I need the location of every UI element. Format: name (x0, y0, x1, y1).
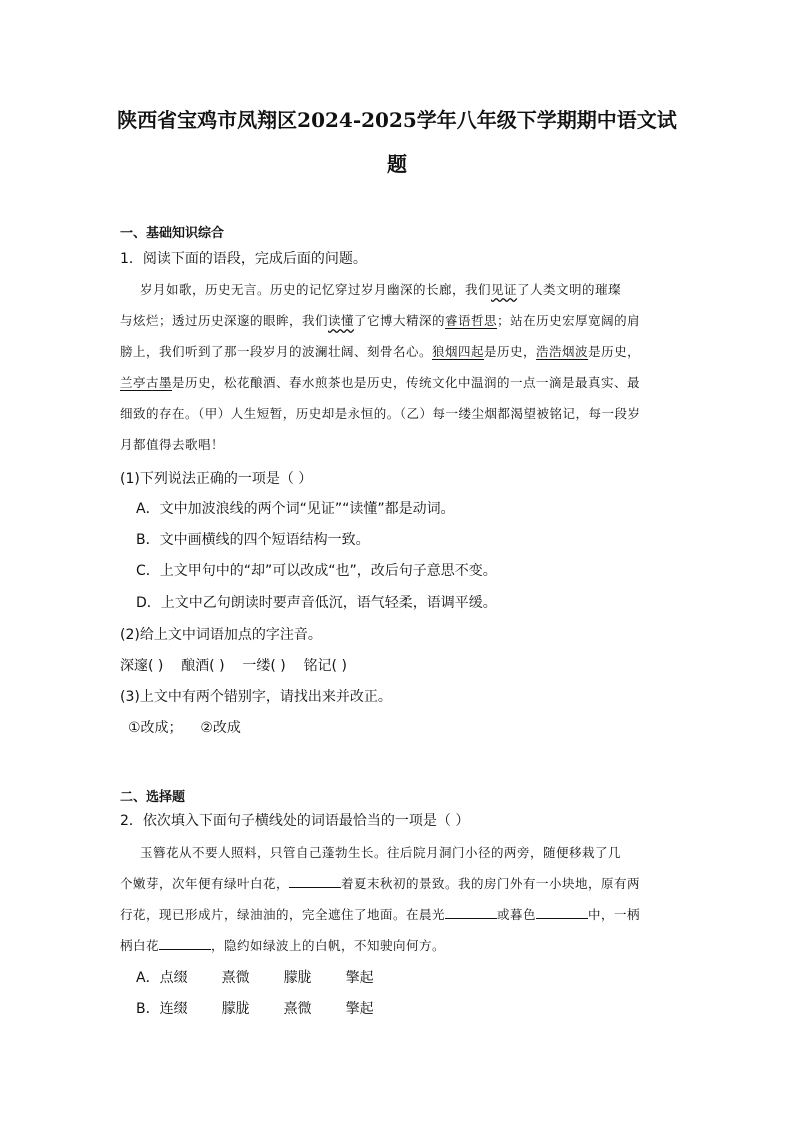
passage-text: 或暮色 (497, 907, 537, 922)
passage-text: 膀上，我们听到了那一段岁月的波澜壮阔、刻骨名心。 (120, 344, 433, 359)
passage-text: 着夏末秋初的景致。我的房门外有一小块地，原有两 (341, 876, 641, 891)
passage-line-2 (120, 311, 676, 329)
option-d: D．上文中乙句朗读时要声音低沉，语气轻柔，语调平缓。 (136, 595, 497, 611)
pinyin-items (120, 655, 347, 675)
q2-option-a (136, 967, 408, 987)
underlined-phrase: 睿语哲思 (445, 313, 498, 328)
option-word: 熹微 (283, 1001, 312, 1017)
pinyin-item: 一缕( ) (242, 658, 286, 674)
option-b: B．文中画横线的四个短语结构一致。 (136, 532, 370, 548)
passage-line-1 (140, 280, 696, 298)
passage2-line-4 (120, 936, 676, 954)
sub-question-2: (2)给上文中词语加点的字注音。 (120, 627, 322, 643)
option-word: A．点缀 (136, 970, 188, 986)
passage-line-4 (120, 373, 676, 391)
option-word: 朦胧 (221, 1001, 250, 1017)
section-heading-1: 一、基础知识综合 (120, 226, 225, 241)
underlined-phrase: 兰亭古墨 (120, 375, 173, 390)
correction-1: ①改成； (128, 720, 183, 736)
question-2-stem: 2．依次填入下面句子横线处的词语最恰当的一项是（ ） (120, 813, 470, 829)
option-word: B．连缀 (136, 1001, 188, 1017)
passage-line-5: 细致的存在。（甲）人生短暂，历史却是永恒的。（乙）每一缕尘烟都渴望被铭记，每一段岁 (120, 406, 641, 421)
option-word: 熹微 (221, 970, 250, 986)
passage-text: 岁月如歌，历史无言。历史的记忆穿过岁月幽深的长廊，我们 (140, 282, 492, 297)
passage-text: 柄白花 (120, 938, 160, 953)
passage-line-6: 月都值得去歌唱！ (120, 437, 225, 452)
fill-blank (536, 906, 588, 919)
section-heading-2: 二、选择题 (120, 790, 186, 805)
passage-line-3 (120, 342, 676, 360)
wavy-underlined-word: 读懂 (328, 313, 355, 328)
pinyin-item: 酿酒( ) (181, 658, 225, 674)
pinyin-item: 铭记( ) (303, 658, 347, 674)
option-word: 擎起 (345, 970, 374, 986)
passage-text: 是历史，松花酿酒、春水煎茶也是历史，传统文化中温润的一点一滴是最真实、最 (172, 375, 641, 390)
fill-blank (159, 937, 211, 950)
passage-text: 是历史， (588, 344, 641, 359)
passage-text: 中，一柄 (588, 907, 641, 922)
passage-text: 是历史， (484, 344, 537, 359)
option-c: C．上文甲句中的“却”可以改成“也”，改后句子意思不变。 (136, 563, 497, 579)
passage-text: 与炫烂；透过历史深邃的眼眸，我们 (120, 313, 329, 328)
corrections-line (128, 717, 241, 737)
sub-question-1: (1)下列说法正确的一项是（ ） (120, 471, 313, 487)
passage-text: 了人类文明的璀璨 (517, 282, 622, 297)
wavy-underlined-word: 见证 (491, 282, 518, 297)
fill-blank (289, 875, 341, 888)
passage-text: 行花，现已形成片，绿油油的，完全遮住了地面。在晨光 (120, 907, 446, 922)
passage-text: ；站在历史宏厚宽阔的肩 (497, 313, 641, 328)
option-a: A．文中加波浪线的两个词“见证”“读懂”都是动词。 (136, 501, 455, 517)
passage2-line-3 (120, 905, 676, 923)
passage-text: 个嫩芽，次年便有绿叶白花， (120, 876, 290, 891)
correction-2: ②改成 (200, 720, 241, 736)
sub-question-3: (3)上文中有两个错别字，请找出来并改正。 (120, 689, 392, 705)
passage-text: 了它博大精深的 (354, 313, 446, 328)
question-1-stem: 1．阅读下面的语段，完成后面的问题。 (120, 251, 367, 267)
document-title-line2: 题 (387, 152, 407, 176)
document-title-line1: 陕西省宝鸡市凤翔区2024-2025学年八年级下学期期中语文试 (117, 108, 677, 132)
fill-blank (445, 906, 497, 919)
pinyin-item: 深邃( ) (120, 658, 164, 674)
passage2-line-2 (120, 874, 676, 892)
q2-option-b (136, 998, 408, 1018)
underlined-phrase: 狼烟四起 (432, 344, 485, 359)
option-word: 朦胧 (283, 970, 312, 986)
passage2-line-1: 玉簪花从不要人照料，只管自己蓬勃生长。往后院月洞门小径的两旁，随便移栽了几 (140, 845, 622, 860)
passage-text: ，隐约如绿波上的白帆，不知驶向何方。 (211, 938, 446, 953)
underlined-phrase: 浩浩烟波 (536, 344, 589, 359)
option-word: 擎起 (345, 1001, 374, 1017)
